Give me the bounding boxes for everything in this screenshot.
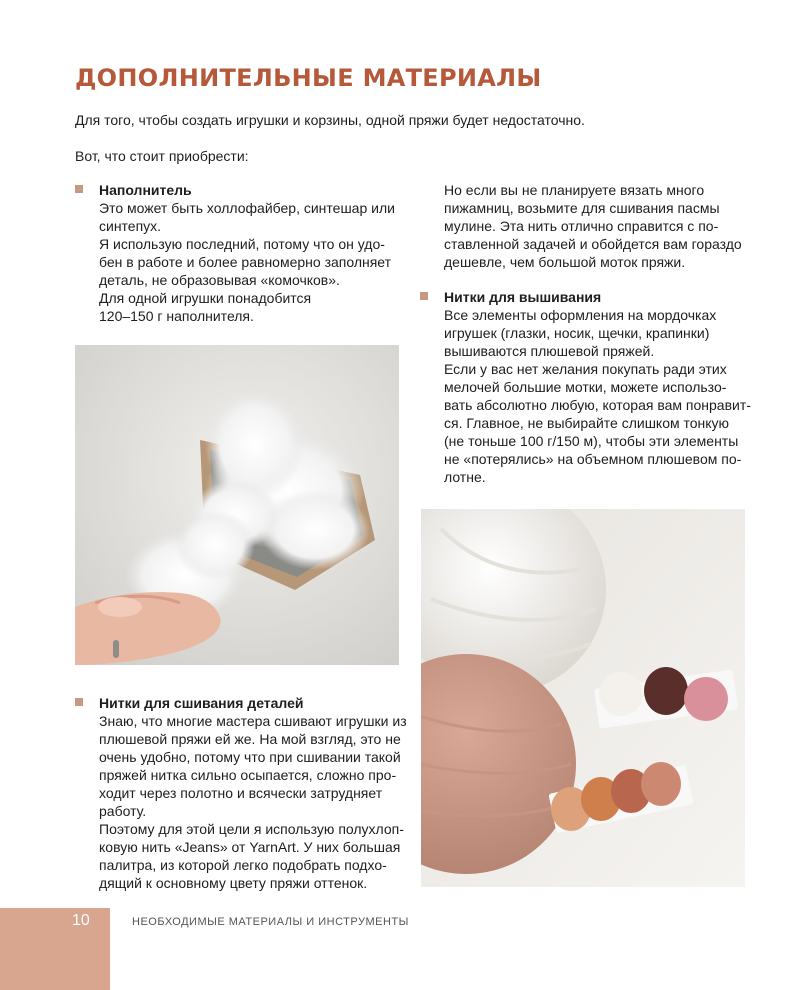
section-line: Все элементы оформления на мордочках (444, 307, 717, 323)
bullet-icon (420, 292, 428, 300)
section-line: ставленной задачей и обойдется вам гораздо (444, 236, 742, 252)
section-line: палитра, из которой легко подобрать подхо- (99, 857, 387, 873)
page-number: 10 (72, 912, 90, 929)
section-line: лотне. (444, 469, 486, 485)
bullet-icon (75, 185, 83, 193)
section-embroidery-threads (444, 288, 751, 486)
section-line: игрушек (глазки, носик, щечки, крапинки) (444, 325, 710, 341)
footer-accent-block (0, 908, 110, 990)
section-filler (99, 181, 395, 325)
section-line: Для одной игрушки понадобится (99, 290, 312, 306)
section-line: (не тоньше 100 г/150 м), чтобы эти элементы (444, 433, 739, 449)
lead-paragraph: Вот, что стоит приобрести: (75, 148, 249, 164)
section-line: Это может быть холлофайбер, синтешар или (99, 200, 395, 216)
section-line: плюшевой пряжи ей же. На мой взгляд, это не (99, 731, 401, 747)
running-title: НЕОБХОДИМЫЕ МАТЕРИАЛЫ И ИНСТРУМЕНТЫ (132, 916, 409, 928)
section-line: 120–150 г наполнителя. (99, 308, 254, 324)
section-line: дешевле, чем большой моток пряжи. (444, 254, 686, 270)
section-line: ходит через полотно и всячески затрудняет (99, 785, 383, 801)
photo-yarn-floss (421, 509, 745, 887)
section-line: пряжей нитка сильно осыпается, сложно про- (99, 767, 397, 783)
section-sewing-threads (99, 694, 407, 892)
section-line: синтепух. (99, 218, 162, 234)
section-line: работу. (99, 803, 147, 819)
section-heading: Нитки для вышивания (444, 289, 602, 305)
section-line: ся. Главное, не выбирайте слишком тонкую (444, 415, 730, 431)
section-line: мулине. Эта нить отлично справится с по- (444, 218, 719, 234)
page-title: ДОПОЛНИТЕЛЬНЫЕ МАТЕРИАЛЫ (75, 64, 542, 92)
section-line: вать абсолютно любую, которая вам понравит- (444, 397, 751, 413)
section-line: дящий к основному цвету пряжи оттенок. (99, 875, 368, 891)
section-heading: Наполнитель (99, 182, 192, 198)
section-line: деталь, не образовывая «комочков». (99, 272, 340, 288)
section-line: мелочей большие мотки, можете использо- (444, 379, 727, 395)
section-line: вышиваются плюшевой пряжей. (444, 343, 655, 359)
photo-filler (75, 345, 399, 665)
section-line: Поэтому для этой цели я использую полухлоп- (99, 821, 404, 837)
section-line: очень удобно, потому что при сшивании такой (99, 749, 401, 765)
section-line: Я использую последний, потому что он удо- (99, 236, 385, 252)
intro-paragraph: Для того, чтобы создать игрушки и корзины, одной пряжи будет недостаточно. (75, 112, 585, 128)
section-line: пижамниц, возьмите для сшивания пасмы (444, 200, 720, 216)
section-line: Если у вас нет желания покупать ради этих (444, 361, 727, 377)
section-heading: Нитки для сшивания деталей (99, 695, 304, 711)
bullet-icon (75, 698, 83, 706)
section-line: Знаю, что многие мастера сшивают игрушки из (99, 713, 407, 729)
section-line: Но если вы не планируете вязать много (444, 182, 705, 198)
section-line: ковую нить «Jeans» от YarnArt. У них большая (99, 839, 401, 855)
section-line: бен в работе и более равномерно заполняет (99, 254, 392, 270)
section-line: не «потерялись» на объемном плюшевом по- (444, 451, 742, 467)
section-floss-note (444, 181, 742, 271)
